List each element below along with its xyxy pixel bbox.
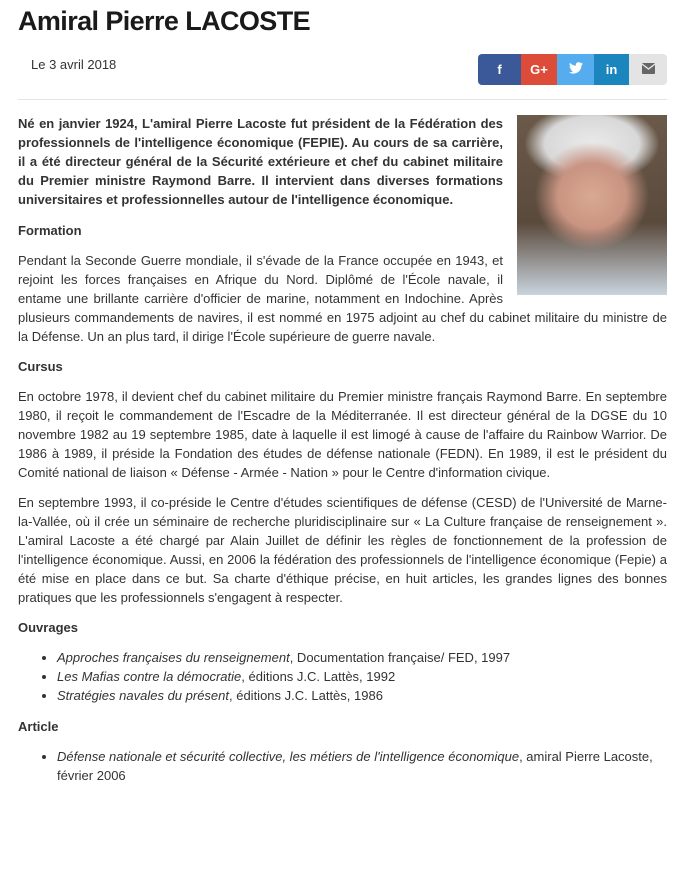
twitter-icon xyxy=(569,62,583,77)
facebook-icon: f xyxy=(497,62,502,77)
page-title: Amiral Pierre LACOSTE xyxy=(18,6,310,36)
book-details: , Documentation française/ FED, 1997 xyxy=(289,650,511,665)
formation-paragraph: Pendant la Seconde Guerre mondiale, il s'évade de la France occupée en 1943, et rejoint les forces françaises en Afrique du Nord. Diplômé de l'École navale, il entame une brillante carrière d'officier de marine, notamment en Indochine. Après plusieurs commandements de navires, il est nommé en 1975 adjoint au chef du cabinet militaire du ministre de la Défense. Un an plus tard, il dirige l'École supérieure de guerre navale. xyxy=(18,253,667,344)
book-title: Approches françaises du renseignement xyxy=(57,650,290,665)
linkedin-icon: in xyxy=(605,62,618,77)
list-item xyxy=(57,686,667,705)
formation-heading: Formation xyxy=(18,223,82,238)
share-email-button[interactable] xyxy=(629,54,667,85)
book-title: Stratégies navales du présent xyxy=(57,688,229,703)
share-google-plus-button[interactable] xyxy=(521,54,557,85)
envelope-icon xyxy=(642,62,655,77)
cursus-paragraph-1: En octobre 1978, il devient chef du cabinet militaire du Premier ministre français Raymond Barre. En septembre 1980, il reçoit le commandement de l'Escadre de la Méditerranée. Il est directeur général de la DGSE du 10 novembre 1982 au 19 septembre 1985, date à laquelle il est limogé à cause de l'affaire du Rainbow Warrior. De 1986 à 1989, il préside la Fondation des études de défense nationale (FEDN). En 1989, il est le président du Comité national de liaison « Défense - Armée - Nation » pour le Centre d'information civique. xyxy=(18,389,667,480)
share-facebook-button[interactable] xyxy=(478,54,521,85)
book-title: Les Mafias contre la démocratie xyxy=(57,669,242,684)
article-details: , amiral Pierre Lacoste, février 2006 xyxy=(57,749,653,783)
article-title: Défense nationale et sécurité collective, les métiers de l'intelligence économique xyxy=(57,749,520,764)
header-divider xyxy=(18,99,667,100)
article-list xyxy=(18,747,667,785)
intro-paragraph: Né en janvier 1924, L'amiral Pierre Lacoste fut président de la Fédération des professionnels de l'intelligence économique (FEPIE). Au cours de sa carrière, il a été directeur général de la Sécurité extérieure et chef du cabinet militaire du Premier ministre Raymond Barre. Il intervient dans diverses formations universitaires et professionnelles autour de l'intelligence économique. xyxy=(18,116,503,207)
list-item xyxy=(57,648,667,667)
ouvrages-list xyxy=(18,648,667,705)
share-buttons xyxy=(478,54,667,85)
list-item xyxy=(57,667,667,686)
book-details: , éditions J.C. Lattès, 1992 xyxy=(241,669,396,684)
article-heading: Article xyxy=(18,719,59,734)
publication-date: Le 3 avril 2018 xyxy=(31,57,117,72)
share-linkedin-button[interactable] xyxy=(594,54,629,85)
share-twitter-button[interactable] xyxy=(557,54,594,85)
cursus-heading: Cursus xyxy=(18,359,63,374)
ouvrages-heading: Ouvrages xyxy=(18,620,78,635)
google-plus-icon: G+ xyxy=(530,62,548,77)
cursus-paragraph-2: En septembre 1993, il co-préside le Centre d'études scientifiques de défense (CESD) de l'Université de Marne-la-Vallée, où il crée un séminaire de recherche pluridisciplinaire sur « La Culture française de renseignement ». L'amiral Lacoste a été chargé par Alain Juillet de définir les règles de fonctionnement de la profession de l'intelligence économique. Aussi, en 2006 la fédération des professionnels de l'intelligence économique (Fepie) a été mise en place dans ce but. Sa charte d'éthique précise, en huit articles, les grandes lignes des bonnes pratiques que les professionnels s'engagent à respecter. xyxy=(18,495,667,605)
list-item xyxy=(57,747,667,785)
article-body xyxy=(18,114,667,797)
portrait-photo xyxy=(517,115,667,295)
book-details: , éditions J.C. Lattès, 1986 xyxy=(229,688,383,703)
